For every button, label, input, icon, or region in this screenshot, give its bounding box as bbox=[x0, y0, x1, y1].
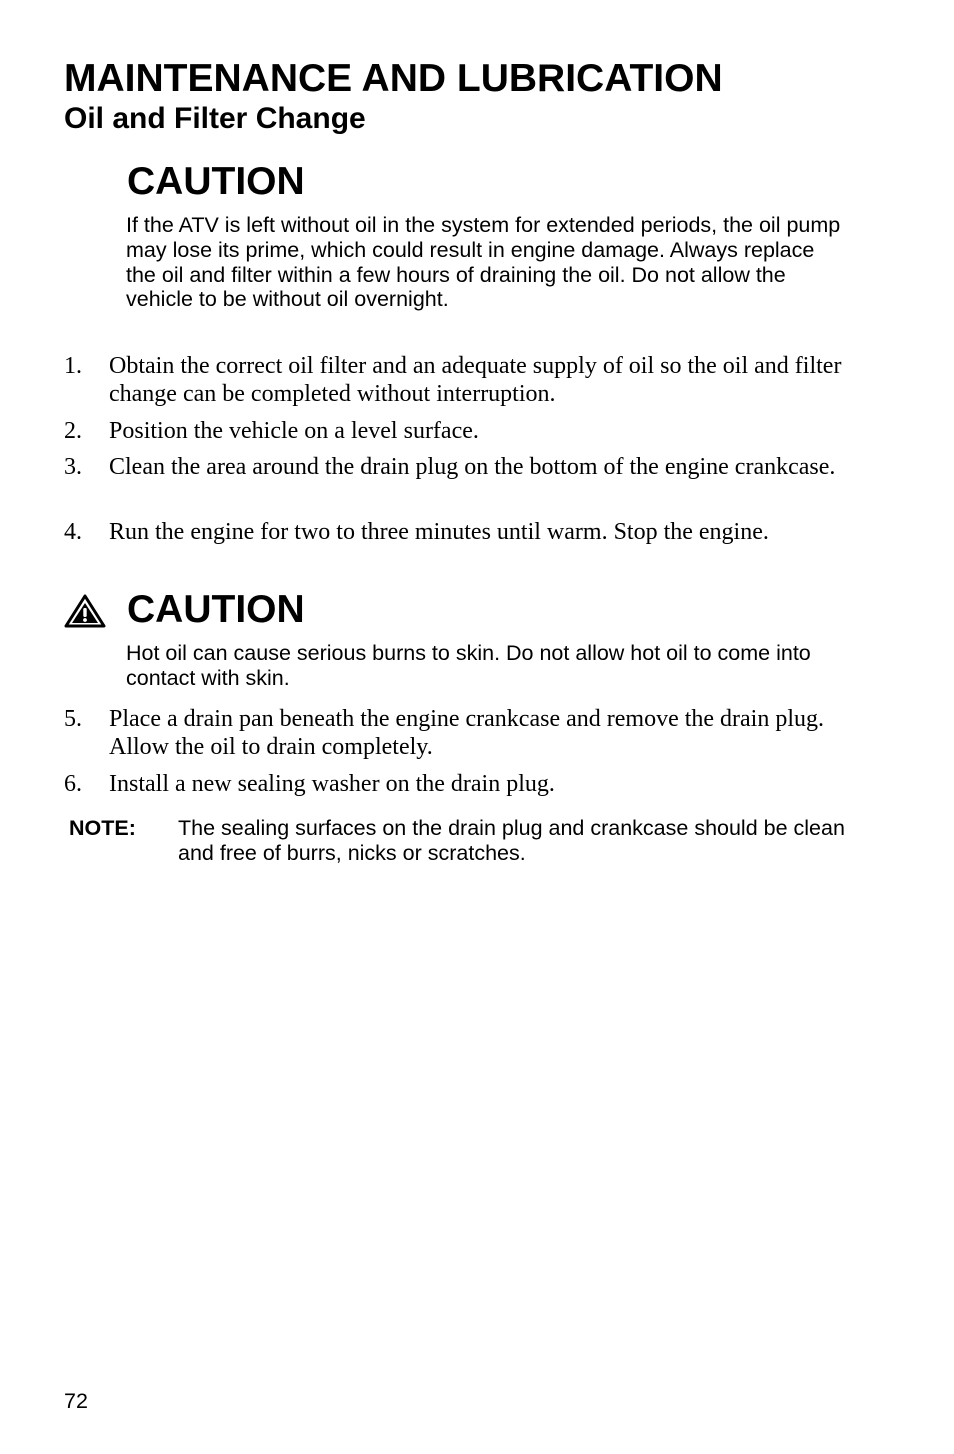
list-item bbox=[64, 518, 864, 546]
step-text: Position the vehicle on a level surface. bbox=[109, 418, 479, 444]
list-item bbox=[64, 352, 864, 408]
warning-triangle-icon bbox=[64, 594, 106, 628]
caution-text: Hot oil can cause serious burns to skin. Do not allow hot oil to come into contact with skin. bbox=[126, 641, 811, 690]
list-item bbox=[64, 705, 864, 761]
step-text: Run the engine for two to three minutes until warm. Stop the engine. bbox=[109, 519, 769, 545]
list-item bbox=[64, 417, 864, 445]
step-number: 5. bbox=[64, 706, 82, 732]
note-label: NOTE: bbox=[69, 816, 136, 840]
step-number: 1. bbox=[64, 353, 82, 379]
list-item bbox=[64, 453, 864, 481]
note-text: The sealing surfaces on the drain plug and crankcase should be clean and free of burrs, nicks or scratches. bbox=[178, 816, 845, 865]
page-number: 72 bbox=[64, 1389, 88, 1413]
caution-text: If the ATV is left without oil in the system for extended periods, the oil pump may lose its prime, which could result in engine damage. Always replace the oil and filter within a few hours of draining the oil. Do not allow the vehicle to be without oil overnight. bbox=[126, 213, 841, 312]
step-number: 4. bbox=[64, 519, 82, 545]
caution-heading: CAUTION bbox=[127, 588, 305, 631]
step-text: Place a drain pan beneath the engine crankcase and remove the drain plug. Allow the oil to drain completely. bbox=[109, 706, 825, 760]
step-text: Obtain the correct oil filter and an adequate supply of oil so the oil and filter change can be completed without interruption. bbox=[109, 353, 842, 407]
step-number: 2. bbox=[64, 418, 82, 444]
step-number: 3. bbox=[64, 454, 82, 480]
section-title: MAINTENANCE AND LUBRICATION bbox=[64, 57, 723, 100]
list-item bbox=[64, 770, 864, 798]
subsection-title: Oil and Filter Change bbox=[64, 102, 366, 135]
step-text: Install a new sealing washer on the drain plug. bbox=[109, 771, 555, 797]
step-number: 6. bbox=[64, 771, 82, 797]
note-block bbox=[69, 816, 869, 866]
caution-heading: CAUTION bbox=[127, 160, 305, 203]
step-text: Clean the area around the drain plug on the bottom of the engine crankcase. bbox=[109, 454, 836, 480]
